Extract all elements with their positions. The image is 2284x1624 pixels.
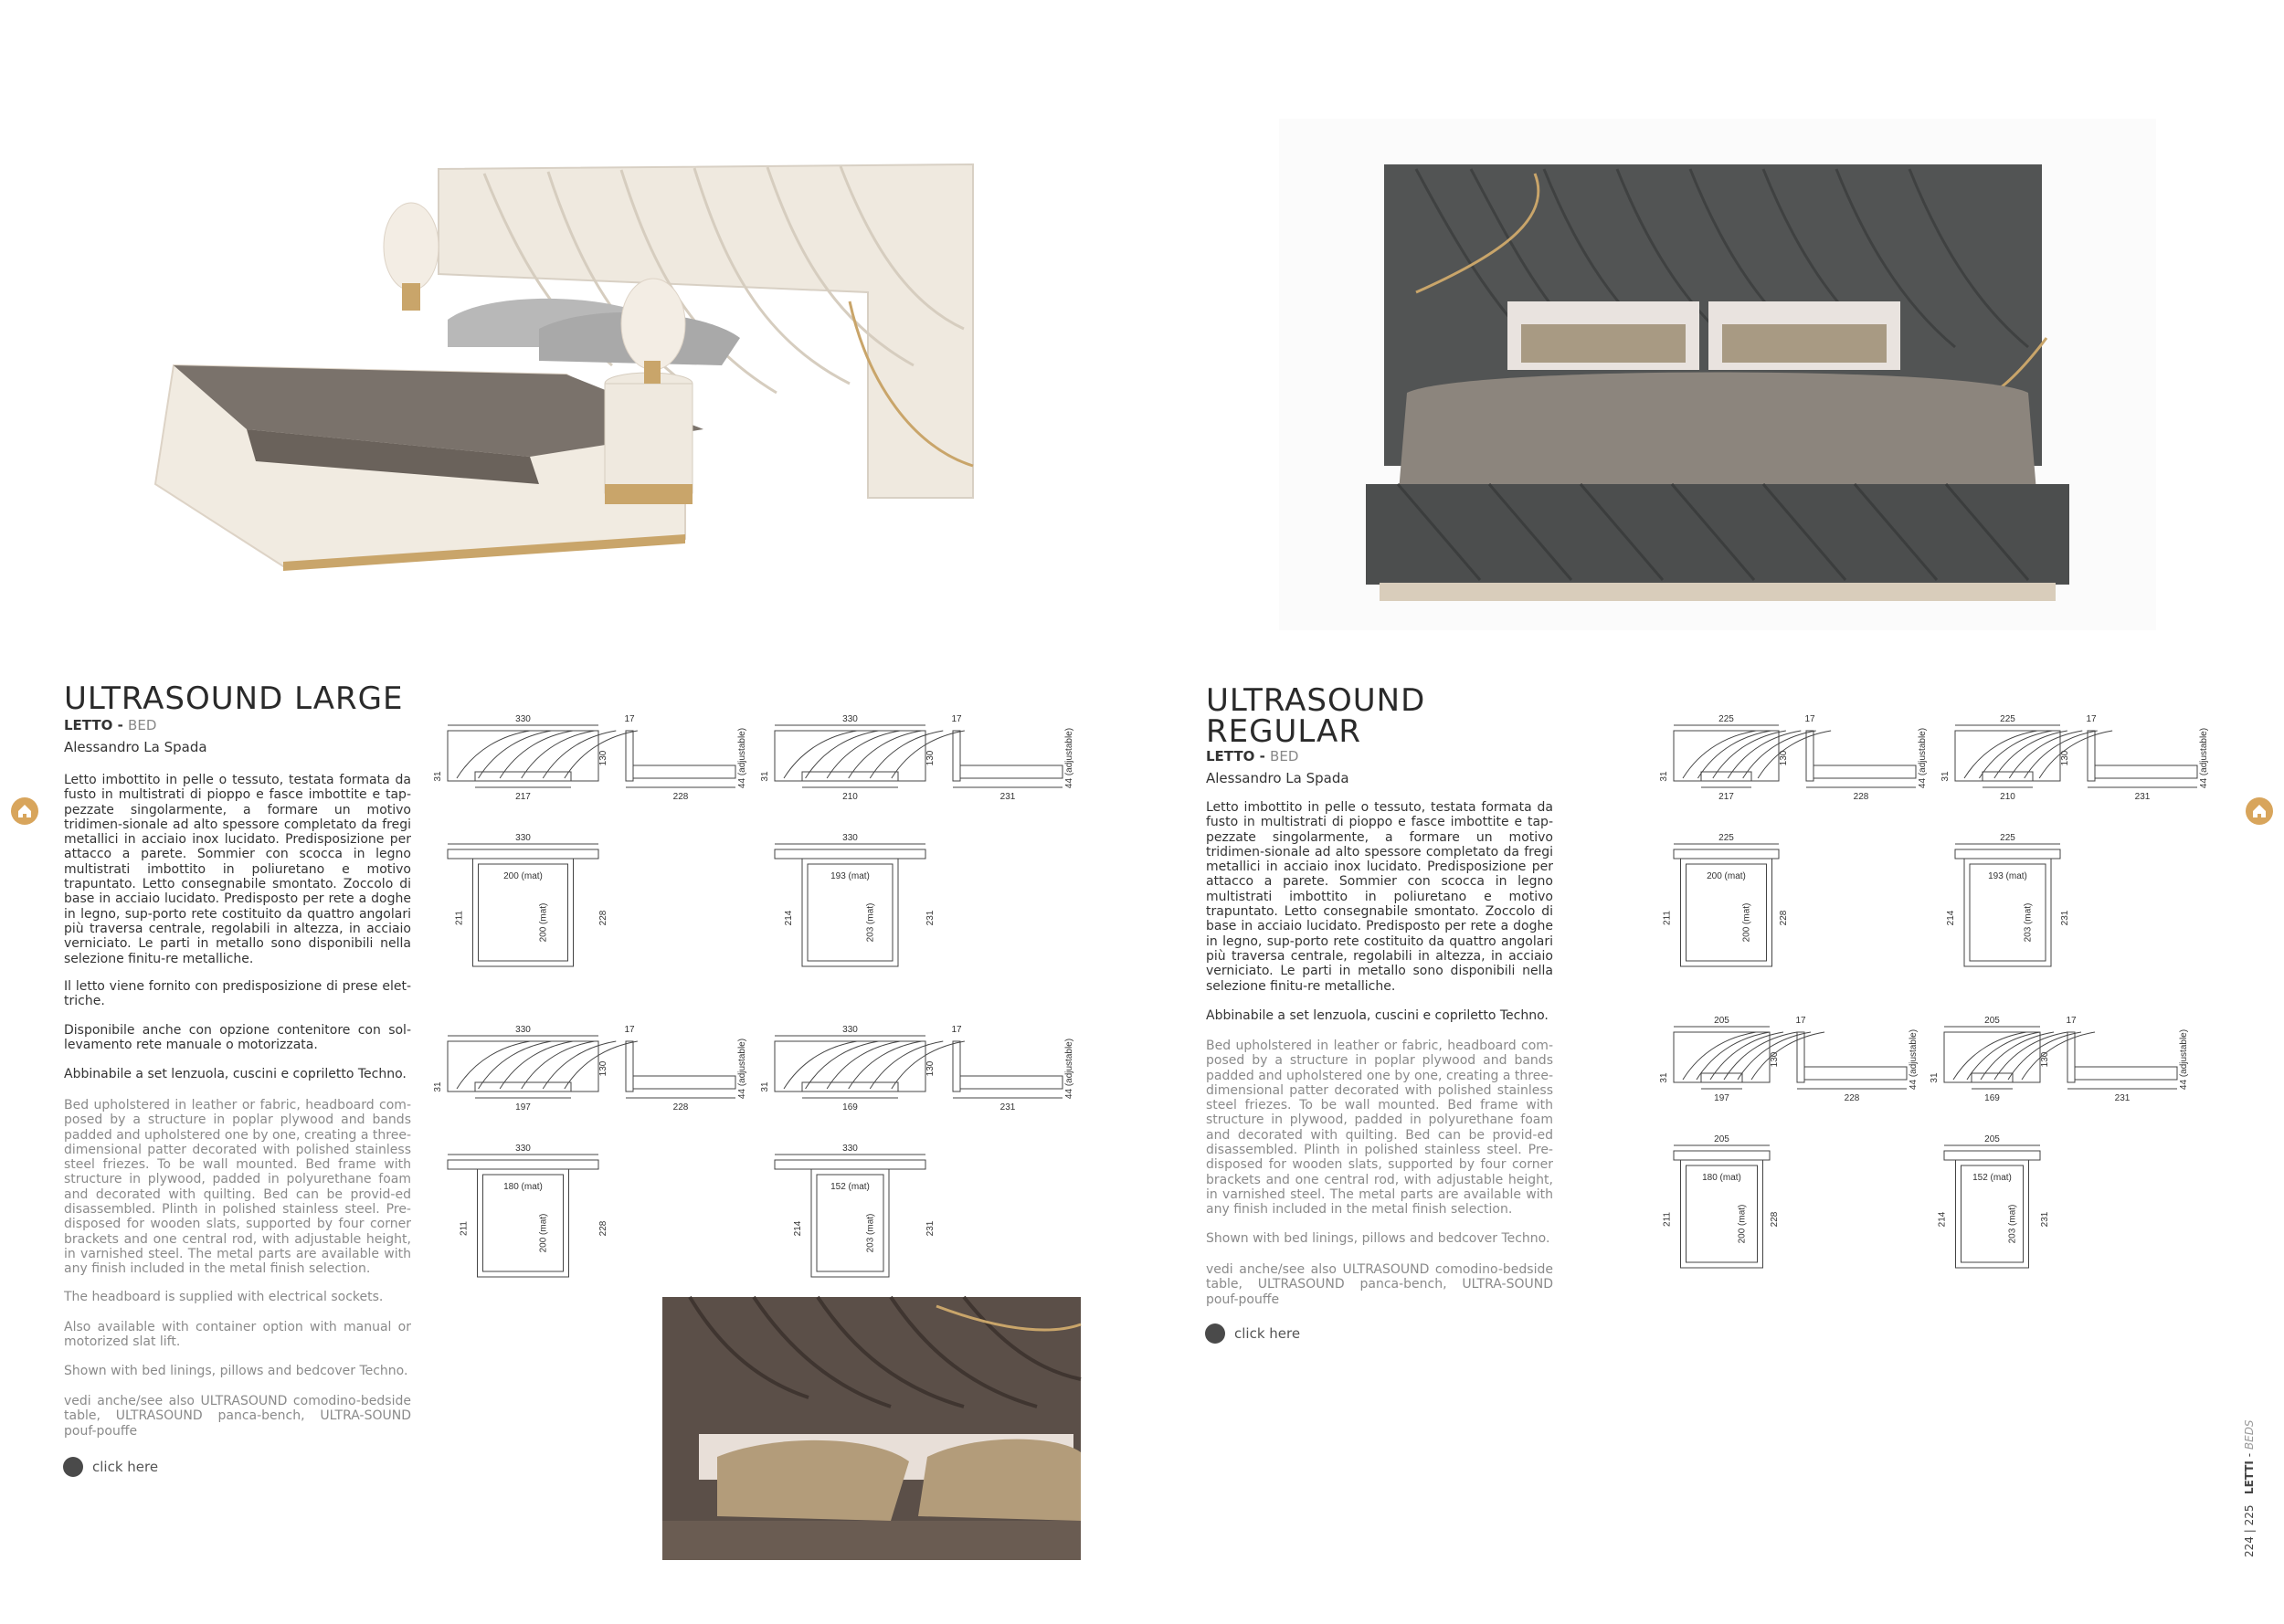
see-also: vedi anche/see also ULTRASOUND comodino-bedside table, ULTRASOUND panca-bench, ULTRA-SOUND pouf-pouffe — [64, 1394, 411, 1439]
dim-adjustable: 44 (adjustable) — [2179, 1028, 2189, 1091]
description-it: Letto imbottito in pelle o tessuto, testata formata da fusto in multistrati di pioppo e fasce imbottite e tap-pezzate singolarmente, a formare un motivo tridimen-sionale ad alto spessore completato da fregi metallici in acciaio inox lucidato. Predisposizione per attacco a parete. Sommier con scocca in legno multistrati imbottito in poliuretano e motivo trapuntato. Letto consegnabile smontato. Zoccolo di base in acciaio lucidato. Predisposto per rete a doghe in legno, sup-porto rete costituito da quattro angolari più traversa centrale, regolabili in altezza, in acciaio verniciato. Le parti in metallo sono disponibili nella selezione finitu-re metalliche. — [1206, 800, 1553, 994]
dim-bed-height: 31 — [1940, 771, 1951, 782]
click-here-link[interactable]: click here — [1234, 1325, 1301, 1342]
dim-plan-height: 214 — [793, 1220, 803, 1237]
dim-length: 197 — [515, 1102, 531, 1113]
dim-bed-height: 31 — [1659, 771, 1669, 782]
designer-name: Alessandro La Spada — [64, 739, 207, 755]
category-en: BEDS — [2243, 1419, 2256, 1450]
dim-width: 205 — [1714, 1016, 1729, 1026]
plan-headboard — [1674, 849, 1779, 859]
front-view — [448, 1041, 598, 1091]
description-en-techno: Shown with bed linings, pillows and bedcover Techno. — [1206, 1231, 1550, 1246]
subtitle-sep: - — [1254, 748, 1271, 765]
dim-bed-height: 31 — [1659, 1072, 1669, 1083]
dim-length: 210 — [2000, 792, 2015, 802]
dim-headboard-height: 130 — [925, 1060, 936, 1077]
home-icon — [11, 797, 38, 825]
designer-name: Alessandro La Spada — [1206, 770, 1349, 786]
description-it: Letto imbottito in pelle o tessuto, testata formata da fusto in multistrati di pioppo e fasce imbottite e tap-pezzate singolarmente, a formare un motivo tridimen-sionale ad alto spessore completato da fregi metallici in acciaio inox lucidato. Predisposizione per attacco a parete. Sommier con scocca in legno multistrati imbottito in poliuretano e motivo trapuntato. Letto consegnabile smontato. Zoccolo di base in acciaio lucidato. Predisposto per rete a doghe in legno, sup-porto rete costituito da quattro angolari più traversa centrale, regolabili in altezza, in acciaio verniciato. Le parti in metallo sono disponibili nella selezione finitu-re metalliche. — [64, 773, 411, 966]
dim-side-length: 228 — [1844, 1093, 1860, 1103]
subtitle-it: LETTO — [64, 717, 113, 733]
plan-headboard — [1944, 1151, 2040, 1160]
photo-ultrasound-large-white — [137, 155, 987, 594]
dim-mattress-width: 180 (mat) — [1702, 1173, 1741, 1183]
click-here-link[interactable]: click here — [92, 1459, 159, 1475]
dim-plan-length: 231 — [2040, 1211, 2050, 1228]
description-it-container: Disponibile anche con opzione contenitore con sol-levamento rete manuale o motorizzata. — [64, 1023, 411, 1053]
side-view — [953, 731, 960, 781]
side-view — [1806, 731, 1813, 781]
dim-side-top: 17 — [951, 714, 962, 724]
dim-length: 217 — [1718, 792, 1734, 802]
dim-side-top: 17 — [2086, 714, 2097, 724]
dim-side-length: 228 — [672, 792, 689, 802]
see-also: vedi anche/see also ULTRASOUND comodino-bedside table, ULTRASOUND panca-bench, ULTRA-SOUND pouf-pouffe — [1206, 1262, 1553, 1307]
dim-adjustable: 44 (adjustable) — [737, 1038, 747, 1100]
product-subtitle — [64, 717, 156, 733]
subtitle-it: LETTO — [1206, 748, 1255, 765]
dim-side-length: 231 — [2134, 792, 2151, 802]
plan-headboard — [448, 1160, 598, 1169]
front-view — [1674, 731, 1779, 781]
home-icon — [2246, 797, 2273, 825]
dim-plan-length: 231 — [925, 1220, 936, 1237]
dim-plan-height: 214 — [1937, 1211, 1948, 1228]
dim-adjustable: 44 (adjustable) — [2199, 727, 2209, 789]
dim-mattress-width: 193 (mat) — [830, 871, 870, 881]
dim-plan-width: 225 — [1718, 833, 1734, 843]
dim-length: 169 — [842, 1102, 858, 1113]
dim-width: 330 — [842, 1025, 858, 1035]
dim-side-top: 17 — [1795, 1016, 1806, 1026]
subtitle-sep: - — [112, 717, 129, 733]
dim-mattress-length: 203 (mat) — [2023, 902, 2034, 943]
dim-width: 330 — [515, 714, 531, 724]
dim-side-length: 228 — [1853, 792, 1869, 802]
product-title-line1: ULTRASOUND — [1206, 682, 1426, 719]
side-view — [2088, 731, 2095, 781]
home-icon-right[interactable] — [2246, 797, 2273, 825]
dim-side-length: 231 — [999, 792, 1016, 802]
dim-bed-height: 31 — [760, 771, 770, 782]
dim-mattress-length: 200 (mat) — [538, 902, 549, 943]
drawing-set — [1926, 1014, 2189, 1292]
drawing-set — [429, 712, 747, 990]
drawing-set — [1937, 712, 2209, 990]
dim-plan-height: 211 — [1662, 1212, 1673, 1227]
page-number-vertical — [2243, 1419, 2256, 1557]
dim-headboard-height: 130 — [1779, 750, 1789, 766]
dim-side-top: 17 — [624, 714, 635, 724]
front-view — [1674, 1032, 1770, 1082]
category-it: LETTI — [2243, 1461, 2256, 1495]
dim-adjustable: 44 (adjustable) — [1909, 1028, 1919, 1091]
dim-side-top: 17 — [624, 1025, 635, 1035]
photo-ultrasound-regular-dark — [1279, 119, 2156, 630]
dim-mattress-length: 200 (mat) — [538, 1213, 549, 1253]
dim-side-length: 231 — [999, 1102, 1016, 1113]
dim-length: 210 — [842, 792, 858, 802]
dim-side-top: 17 — [951, 1025, 962, 1035]
subtitle-en: BED — [1270, 748, 1299, 765]
dim-plan-length: 228 — [1779, 910, 1789, 926]
dim-mattress-width: 152 (mat) — [830, 1182, 870, 1192]
plan-headboard — [1955, 849, 2060, 859]
dim-width: 205 — [1984, 1016, 2000, 1026]
plan-headboard — [1674, 1151, 1770, 1160]
dim-length: 217 — [515, 792, 531, 802]
dim-adjustable: 44 (adjustable) — [1064, 727, 1074, 789]
description-en-container: Also available with container option with manual or motorized slat lift. — [64, 1320, 411, 1350]
dim-headboard-height: 130 — [598, 750, 608, 766]
dim-side-top: 17 — [2066, 1016, 2077, 1026]
description-en: Bed upholstered in leather or fabric, headboard com-posed by a structure in poplar plywood and bands padded and upholstered one by one, creating a three-dimensional patter decorated with polished stainless steel friezes. To be wall mounted. Bed frame with structure in plywood, padded in polyurethane foam and decorated with quilting. Bed can be provid-ed disassembled. Plinth in polished stainless steel. Pre-disposed for wooden slats, supported by four corner brackets and one central rod, with adjustable height, in varnished steel. The metal parts are available with any finish included in the metal finish selection. — [1206, 1039, 1553, 1218]
dim-bed-height: 31 — [760, 1081, 770, 1092]
dim-plan-length: 228 — [1770, 1211, 1780, 1228]
product-subtitle — [1206, 748, 1298, 765]
drawing-set — [756, 712, 1074, 990]
subtitle-en: BED — [128, 717, 157, 733]
description-en-sockets: The headboard is supplied with electrical sockets. — [64, 1290, 384, 1304]
dim-mattress-length: 203 (mat) — [865, 902, 876, 943]
dim-plan-height: 214 — [784, 910, 794, 926]
drawing-set — [1655, 1014, 1919, 1292]
side-view — [626, 731, 633, 781]
category-sep: - — [2243, 1450, 2256, 1461]
dim-length: 169 — [1984, 1093, 2000, 1103]
dim-plan-length: 228 — [598, 1220, 608, 1237]
drawing-set — [429, 1023, 747, 1301]
dim-mattress-length: 203 (mat) — [2007, 1204, 2018, 1244]
dim-plan-width: 205 — [1714, 1134, 1729, 1144]
description-en: Bed upholstered in leather or fabric, headboard com-posed by a structure in poplar plywood and bands padded and upholstered one by one, creating a three-dimensional patter decorated with polished stainless steel friezes. To be wall mounted. Bed frame with structure in plywood, padded in polyurethane foam and decorated with quilting. Bed can be provid-ed disassembled. Plinth in polished stainless steel. Pre-disposed for wooden slats, supported by four corner brackets and one central rod, with adjustable height, in varnished steel. The metal parts are available with any finish included in the metal finish selection. — [64, 1098, 411, 1277]
dim-side-top: 17 — [1804, 714, 1815, 724]
dim-side-length: 228 — [672, 1102, 689, 1113]
dim-plan-width: 225 — [2000, 833, 2015, 843]
dim-plan-width: 330 — [842, 1144, 858, 1154]
dim-width: 330 — [515, 1025, 531, 1035]
side-view — [626, 1041, 633, 1091]
front-view — [1955, 731, 2060, 781]
description-it-sockets: Il letto viene fornito con predisposizione di prese elet-triche. — [64, 979, 411, 1009]
description-en-techno: Shown with bed linings, pillows and bedcover Techno. — [64, 1364, 408, 1378]
click-here-dot[interactable] — [1205, 1323, 1225, 1344]
page-numbers: 224 | 225 — [2243, 1504, 2256, 1557]
dim-mattress-width: 200 (mat) — [503, 871, 543, 881]
dim-mattress-width: 152 (mat) — [1972, 1173, 2012, 1183]
drawing-set — [1655, 712, 1928, 990]
photo-ultrasound-detail — [662, 1297, 1081, 1560]
dim-mattress-width: 193 (mat) — [1988, 871, 2027, 881]
dim-plan-width: 330 — [842, 833, 858, 843]
dim-plan-length: 231 — [2060, 910, 2070, 926]
dim-mattress-length: 200 (mat) — [1741, 902, 1752, 943]
dim-mattress-length: 200 (mat) — [1737, 1204, 1748, 1244]
dim-plan-height: 211 — [459, 1221, 470, 1236]
dim-adjustable: 44 (adjustable) — [737, 727, 747, 789]
front-view — [448, 731, 598, 781]
dim-plan-length: 231 — [925, 910, 936, 926]
dim-width: 330 — [842, 714, 858, 724]
dim-plan-length: 228 — [598, 910, 608, 926]
dim-plan-width: 205 — [1984, 1134, 2000, 1144]
drawing-set — [756, 1023, 1074, 1301]
product-title: ULTRASOUND LARGE — [64, 680, 404, 717]
home-icon-left[interactable] — [11, 797, 38, 825]
dim-plan-height: 211 — [454, 911, 465, 925]
dim-headboard-height: 130 — [2060, 750, 2070, 766]
dim-plan-height: 211 — [1662, 911, 1673, 925]
dim-width: 225 — [1718, 714, 1734, 724]
dim-headboard-height: 130 — [598, 1060, 608, 1077]
dim-side-length: 231 — [2114, 1093, 2131, 1103]
plan-headboard — [775, 1160, 925, 1169]
dim-headboard-height: 130 — [2040, 1051, 2050, 1068]
dim-mattress-width: 200 (mat) — [1707, 871, 1746, 881]
dim-length: 197 — [1714, 1093, 1729, 1103]
dim-bed-height: 31 — [433, 771, 443, 782]
side-view — [953, 1041, 960, 1091]
dim-bed-height: 31 — [1930, 1072, 1940, 1083]
dim-mattress-width: 180 (mat) — [503, 1182, 543, 1192]
dim-adjustable: 44 (adjustable) — [1064, 1038, 1074, 1100]
front-view — [775, 1041, 925, 1091]
plan-headboard — [775, 849, 925, 859]
click-here-dot[interactable] — [63, 1457, 83, 1477]
plan-headboard — [448, 849, 598, 859]
front-view — [775, 731, 925, 781]
dim-headboard-height: 130 — [1770, 1051, 1780, 1068]
description-it-techno: Abbinabile a set lenzuola, cuscini e copriletto Techno. — [1206, 1008, 1549, 1023]
dim-mattress-length: 203 (mat) — [865, 1213, 876, 1253]
dim-adjustable: 44 (adjustable) — [1918, 727, 1928, 789]
dim-bed-height: 31 — [433, 1081, 443, 1092]
description-it-techno: Abbinabile a set lenzuola, cuscini e copriletto Techno. — [64, 1067, 407, 1081]
dim-plan-width: 330 — [515, 833, 531, 843]
dim-plan-height: 214 — [1946, 910, 1956, 926]
product-title-line2: REGULAR — [1206, 713, 1361, 750]
dim-plan-width: 330 — [515, 1144, 531, 1154]
dim-headboard-height: 130 — [925, 750, 936, 766]
front-view — [1944, 1032, 2040, 1082]
dim-width: 225 — [2000, 714, 2015, 724]
